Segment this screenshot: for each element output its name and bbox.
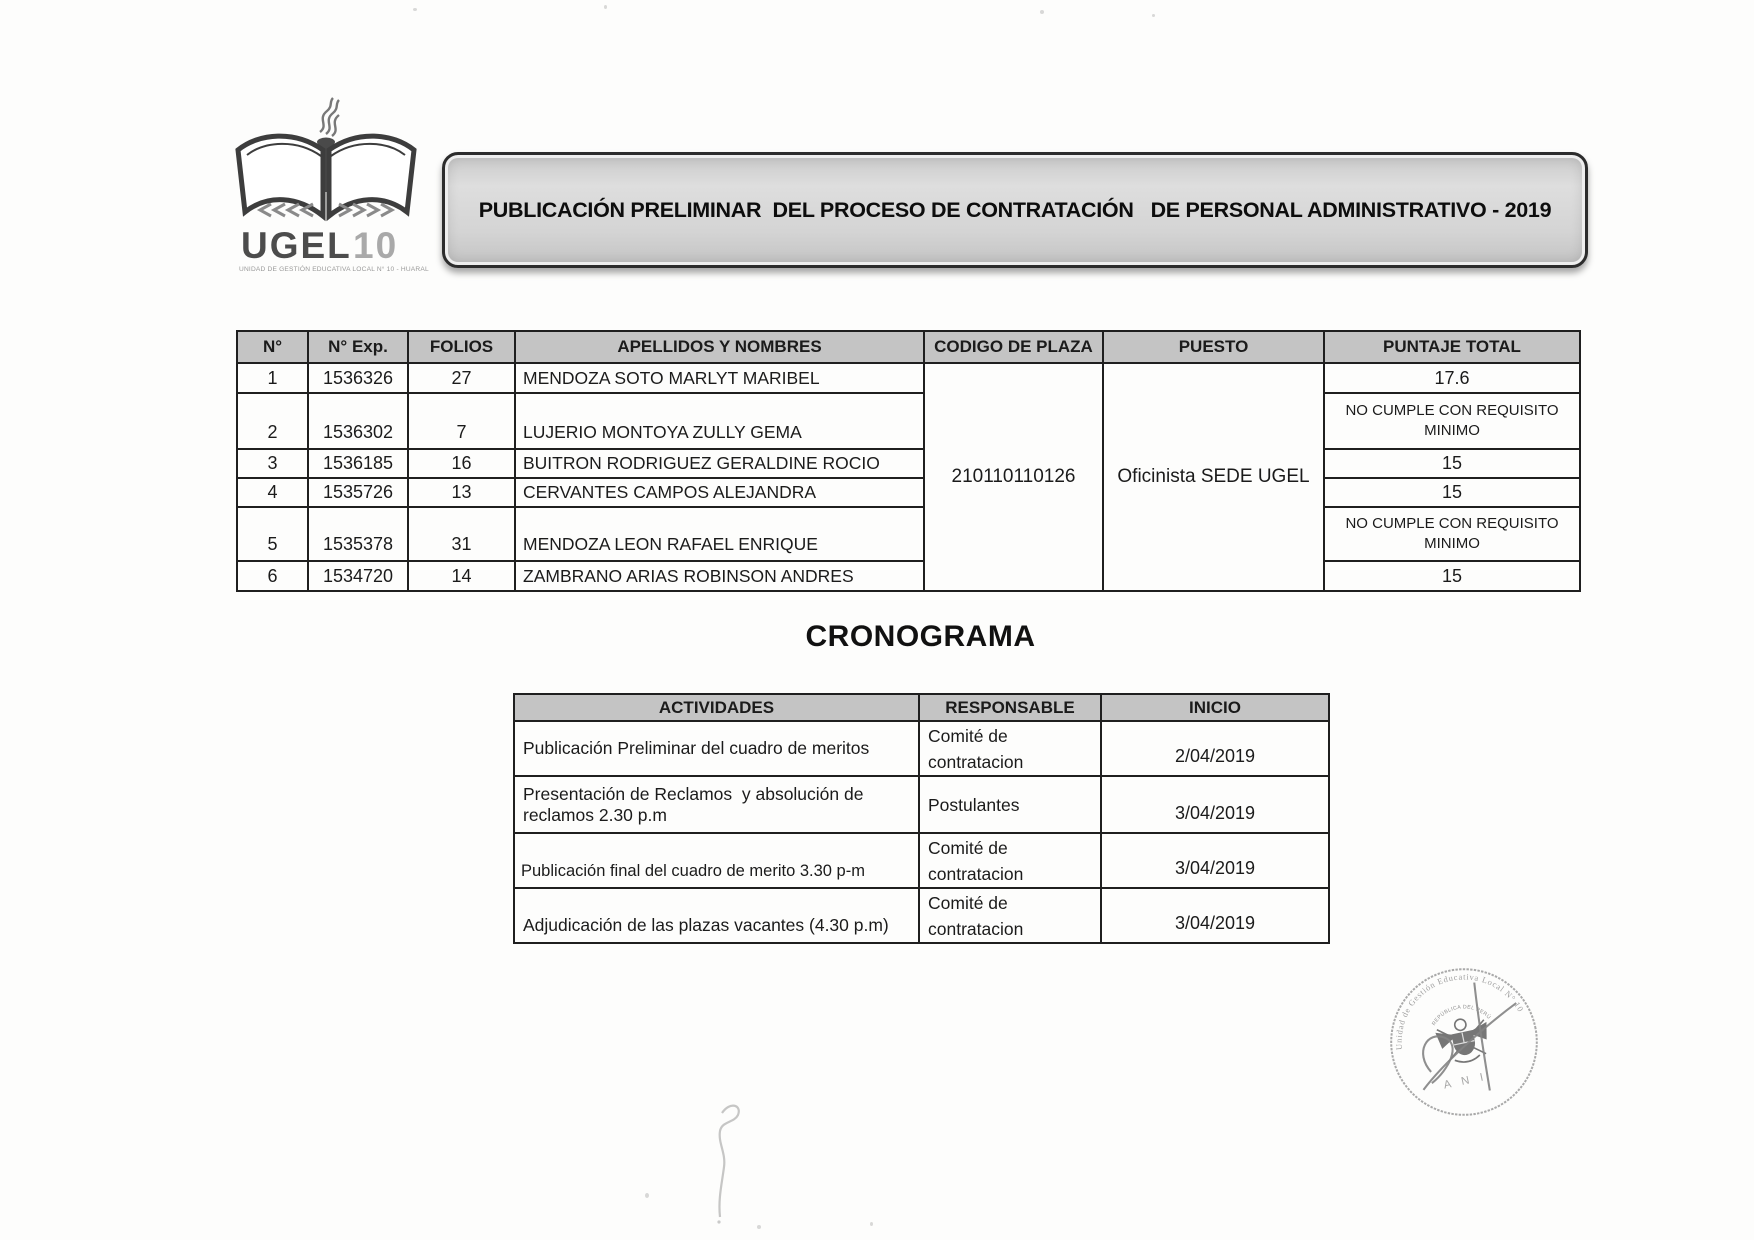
cell-puntaje: NO CUMPLE CON REQUISITO MINIMO [1324, 393, 1580, 449]
scan-artifact [645, 1193, 649, 1198]
cell-nombre: BUITRON RODRIGUEZ GERALDINE ROCIO [515, 449, 924, 478]
cell-folios: 7 [408, 393, 515, 449]
col-header-nombres: APELLIDOS Y NOMBRES [515, 331, 924, 363]
cell-folios: 13 [408, 478, 515, 507]
cell-responsable: Postulantes [919, 776, 1101, 833]
results-header-row [237, 331, 1580, 363]
table-row [237, 393, 1580, 449]
table-row [237, 363, 1580, 393]
cronograma-table [513, 693, 1330, 944]
cell-exp: 1534720 [308, 561, 408, 591]
cell-folios: 31 [408, 507, 515, 561]
cell-inicio: 3/04/2019 [1101, 833, 1329, 888]
logo-name: UGEL [241, 225, 352, 266]
col-header-puesto: PUESTO [1103, 331, 1324, 363]
cell-exp: 1536326 [308, 363, 408, 393]
cell-n: 1 [237, 363, 308, 393]
table-row [514, 776, 1329, 833]
cell-codigo-de-plaza: 210110110126 [924, 363, 1103, 591]
table-row [237, 561, 1580, 591]
cell-responsable: Comité de contratacion [919, 888, 1101, 943]
logo-tagline: UNIDAD DE GESTIÓN EDUCATIVA LOCAL N° 10 - HUARAL [239, 266, 429, 273]
cell-nombre: LUJERIO MONTOYA ZULLY GEMA [515, 393, 924, 449]
cell-inicio: 3/04/2019 [1101, 888, 1329, 943]
table-row [514, 888, 1329, 943]
cell-exp: 1536185 [308, 449, 408, 478]
torch-flame-icon [320, 98, 339, 136]
cell-actividad: Publicación final del cuadro de merito 3.30 p-m [514, 833, 919, 888]
table-row [237, 507, 1580, 561]
scan-artifact [1040, 10, 1044, 14]
scan-artifact [604, 5, 607, 9]
cell-responsable: Comité de contratacion [919, 721, 1101, 776]
table-row [237, 449, 1580, 478]
cell-folios: 14 [408, 561, 515, 591]
results-table [236, 330, 1581, 592]
title-banner [442, 152, 1588, 268]
cell-puntaje: 15 [1324, 449, 1580, 478]
cell-puesto: Oficinista SEDE UGEL [1103, 363, 1324, 591]
cell-inicio: 2/04/2019 [1101, 721, 1329, 776]
scan-artifact [413, 8, 417, 11]
pen-squiggle-mark [688, 1095, 758, 1225]
cell-nombre: MENDOZA SOTO MARLYT MARIBEL [515, 363, 924, 393]
table-row [514, 721, 1329, 776]
cell-n: 2 [237, 393, 308, 449]
cell-actividad: Presentación de Reclamos y absolución de reclamos 2.30 p.m [514, 776, 919, 833]
cell-n: 5 [237, 507, 308, 561]
cell-puntaje: 15 [1324, 561, 1580, 591]
table-row [237, 478, 1580, 507]
stamp-ring-text: Unidad de Gestión Educativa Local N° 10 [1394, 972, 1526, 1051]
cell-exp: 1535378 [308, 507, 408, 561]
scan-artifact [1152, 14, 1155, 17]
cell-actividad: Publicación Preliminar del cuadro de meritos [514, 721, 919, 776]
ugel-logo [225, 92, 430, 282]
pen-dot [717, 1220, 720, 1223]
cell-puntaje: 15 [1324, 478, 1580, 507]
official-stamp [1384, 962, 1544, 1122]
pen-stroke [719, 1106, 738, 1217]
stamp-hand-letters: A N I [1442, 1070, 1489, 1092]
cell-nombre: MENDOZA LEON RAFAEL ENRIQUE [515, 507, 924, 561]
col-header-puntaje: PUNTAJE TOTAL [1324, 331, 1580, 363]
cell-nombre: CERVANTES CAMPOS ALEJANDRA [515, 478, 924, 507]
cell-exp: 1536302 [308, 393, 408, 449]
col-header-exp: N° Exp. [308, 331, 408, 363]
cell-puntaje: NO CUMPLE CON REQUISITO MINIMO [1324, 507, 1580, 561]
col-header-n: N° [237, 331, 308, 363]
col-header-actividades: ACTIVIDADES [514, 694, 919, 721]
col-header-folios: FOLIOS [408, 331, 515, 363]
cell-n: 4 [237, 478, 308, 507]
laurel-icon [260, 204, 392, 216]
stamp-coat-text: REPÚBLICA DEL PERÚ [1431, 1004, 1492, 1027]
col-header-inicio: INICIO [1101, 694, 1329, 721]
cell-responsable: Comité de contratacion [919, 833, 1101, 888]
banner-title: PUBLICACIÓN PRELIMINAR DEL PROCESO DE CONTRATACIÓN DE PERSONAL ADMINISTRATIVO - 2019 [478, 197, 1552, 222]
cronograma-title: CRONOGRAMA [805, 620, 1036, 653]
scan-artifact [870, 1222, 873, 1226]
table-row [514, 833, 1329, 888]
cell-n: 3 [237, 449, 308, 478]
cell-actividad: Adjudicación de las plazas vacantes (4.30 p.m) [514, 888, 919, 943]
cell-nombre: ZAMBRANO ARIAS ROBINSON ANDRES [515, 561, 924, 591]
cell-folios: 27 [408, 363, 515, 393]
scan-artifact [757, 1225, 761, 1229]
logo-number: 10 [353, 225, 399, 266]
cell-folios: 16 [408, 449, 515, 478]
cell-n: 6 [237, 561, 308, 591]
col-header-codigo: CODIGO DE PLAZA [924, 331, 1103, 363]
cell-exp: 1535726 [308, 478, 408, 507]
cell-inicio: 3/04/2019 [1101, 776, 1329, 833]
cronograma-header-row [514, 694, 1329, 721]
col-header-responsable: RESPONSABLE [919, 694, 1101, 721]
cell-puntaje: 17.6 [1324, 363, 1580, 393]
